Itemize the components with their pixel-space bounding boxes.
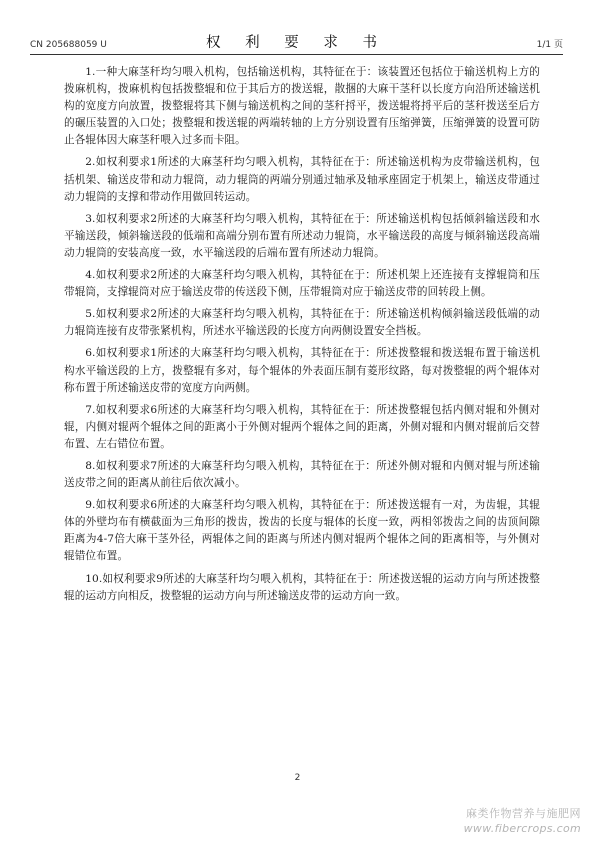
claim-6: 6.如权利要求1所述的大麻茎秆均匀喂入机构，其特征在于：所述拨整辊和拨送辊布置于输送机构水平输送段的上方，拨整辊有多对，每个辊体的外表面压制有菱形纹路，每对拨整辊的两个辊体对称布置于所述输送皮带的宽度方向两侧。 <box>64 347 540 394</box>
page-header <box>30 32 563 55</box>
claim-1: 1.一种大麻茎秆均匀喂入机构，包括输送机构，其特征在于：该装置还包括位于输送机构上方的拨麻机构，拨麻机构包括拨整辊和位于其后方的拨送辊，散捆的大麻干茎秆以长度方向沿所述输送机构的宽度方向放置，拨整辊将其下侧与输送机构之间的茎秆捋平，拨送辊将捋平后的茎秆拨送至后方的碾压装置的入口处；拨整辊和拨送辊的两端转轴的上方分别设置有压缩弹簧，压缩弹簧的设置可防止各辊体因大麻茎秆喂入过多而卡阻。 <box>64 66 540 147</box>
claim-2: 2.如权利要求1所述的大麻茎秆均匀喂入机构，其特征在于：所述输送机构为皮带输送机构，包括机架、输送皮带和动力辊筒，动力辊筒的两端分别通过轴承及轴承座固定于机架上，输送皮带通过动力辊筒的支撑和带动作用做回转运动。 <box>64 156 540 203</box>
page-indicator: 1/1 页 <box>536 40 563 50</box>
page-number: 2 <box>294 773 301 783</box>
document-title: 权 利 要 求 书 <box>206 35 387 51</box>
site-watermark <box>464 805 581 835</box>
claim-10: 10.如权利要求9所述的大麻茎秆均匀喂入机构，其特征在于：所述拨送辊的运动方向与所述拨整辊的运动方向相反，拨整辊的运动方向与所述输送皮带的运动方向一致。 <box>64 572 540 602</box>
claim-5: 5.如权利要求2所述的大麻茎秆均匀喂入机构，其特征在于：所述输送机构倾斜输送段低端的动力辊筒连接有皮带张紧机构，所述水平输送段的长度方向两侧设置安全挡板。 <box>64 308 540 338</box>
publication-number: CN 205688059 U <box>30 40 107 50</box>
watermark-site-name: 麻类作物营养与施肥网 <box>466 807 581 820</box>
watermark-url: www.fibercrops.com <box>463 822 581 835</box>
claim-9: 9.如权利要求6所述的大麻茎秆均匀喂入机构，其特征在于：所述拨送辊有一对，为齿辊，其辊体的外壁均布有横截面为三角形的拨齿，拨齿的长度与辊体的长度一致，两相邻拨齿之间的齿顶间隙距离为4-7倍大麻干茎外径，两辊体之间的距离与所述内侧对辊两个辊体之间的距离相等，与外侧对辊错位布置。 <box>64 499 540 563</box>
claim-3: 3.如权利要求2所述的大麻茎秆均匀喂入机构，其特征在于：所述输送机构包括倾斜输送段和水平输送段，倾斜输送段的低端和高端分别布置有所述动力辊筒，水平输送段的高度与倾斜输送段高端动力辊筒的安装高度一致，水平输送段的后端布置有所述动力辊筒。 <box>64 212 540 259</box>
claim-8: 8.如权利要求7所述的大麻茎秆均匀喂入机构，其特征在于：所述外侧对辊和内侧对辊与所述输送皮带之间的距离从前往后依次减小。 <box>64 459 540 490</box>
claim-7: 7.如权利要求6所述的大麻茎秆均匀喂入机构，其特征在于：所述拨整辊包括内侧对辊和外侧对辊，内侧对辊两个辊体之间的距离小于外侧对辊两个辊体之间的距离，外侧对辊和内侧对辊前后交替布置、左右错位布置。 <box>64 403 540 450</box>
claims-list <box>64 64 540 610</box>
claim-4: 4.如权利要求2所述的大麻茎秆均匀喂入机构，其特征在于：所述机架上还连接有支撑辊筒和压带辊筒，支撑辊筒对应于输送皮带的传送段下侧，压带辊筒对应于输送皮带的回转段上侧。 <box>64 269 540 299</box>
